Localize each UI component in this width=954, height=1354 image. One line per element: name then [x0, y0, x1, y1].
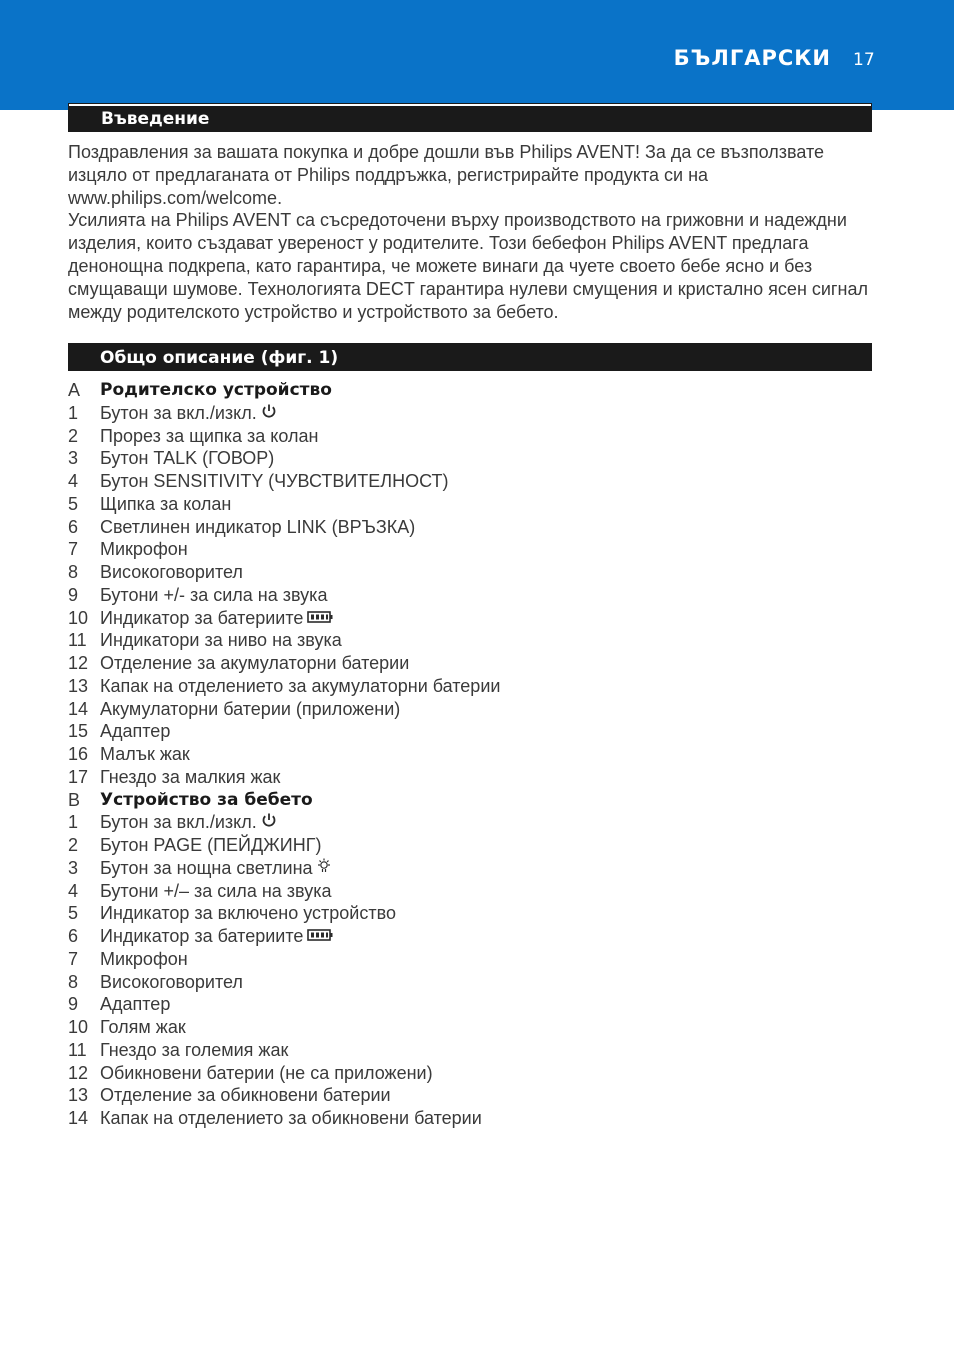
list-item [68, 1039, 878, 1062]
item-number: 10 [68, 1017, 89, 1037]
nightlight-icon [317, 857, 331, 880]
item-text: Индикатор за включено устройство [100, 903, 396, 924]
list-item [68, 1016, 878, 1039]
item-text: Малък жак [100, 744, 190, 764]
section-header-intro [68, 103, 872, 132]
item-number: 7 [68, 539, 79, 560]
item-text: Бутон SENSITIVITY (ЧУВСТВИТЕЛНОСТ) [100, 471, 449, 491]
intro-text [68, 141, 878, 323]
item-text: Капак на отделението за обикновени батерии [100, 1108, 482, 1128]
item-number: 6 [68, 516, 79, 537]
item-text: Бутон за вкл./изкл. [100, 812, 257, 833]
power-icon [261, 811, 277, 834]
list-item [68, 857, 878, 880]
item-text: Капак на отделението за акумулаторни батерии [100, 675, 501, 696]
item-text: Адаптер [100, 721, 171, 742]
intro-paragraph-1: Поздравления за вашата покупка и добре дошли във Philips AVENT! За да се възползвате изцяло от предлаганата от Philips поддръжка, регистрирайте продукта си на www.philips.com/welcome. [68, 142, 825, 208]
list-item [68, 720, 878, 743]
battery-icon [307, 607, 333, 630]
item-number: 6 [68, 926, 79, 946]
list-item [68, 902, 878, 925]
list-item [68, 1084, 878, 1107]
item-number: 3 [68, 448, 79, 469]
item-text: Голям жак [100, 1017, 186, 1037]
list-item [68, 834, 878, 857]
list-item [68, 971, 878, 994]
item-number: 17 [68, 766, 89, 787]
language-label: БЪЛГАРСКИ [673, 46, 831, 70]
item-number: 13 [68, 1085, 89, 1106]
list-item [68, 1062, 878, 1085]
list-item [68, 470, 878, 493]
list-item [68, 516, 878, 539]
power-icon [261, 402, 277, 425]
header-bar [0, 0, 954, 110]
group-heading [68, 789, 878, 812]
item-number: B [68, 789, 81, 810]
list-item [68, 698, 878, 721]
item-number: 8 [68, 562, 79, 582]
item-number: 14 [68, 1108, 89, 1128]
item-text: Високоговорител [100, 562, 243, 582]
item-text: Индикатор за батериите [100, 926, 304, 946]
item-number: 9 [68, 994, 79, 1015]
item-number: 13 [68, 675, 89, 696]
list-item [68, 675, 878, 698]
item-number: 12 [68, 653, 89, 673]
item-number: 4 [68, 880, 79, 901]
item-text: Обикновени батерии (не са приложени) [100, 1062, 433, 1083]
parts-list [68, 379, 878, 1130]
item-text: Бутон PAGE (ПЕЙДЖИНГ) [100, 835, 322, 855]
item-text: Отделение за акумулаторни батерии [100, 653, 410, 673]
item-number: 9 [68, 584, 79, 605]
item-number: 5 [68, 903, 79, 924]
item-number: 16 [68, 744, 89, 764]
item-text: Отделение за обикновени батерии [100, 1085, 391, 1106]
list-item [68, 811, 878, 834]
item-text: Микрофон [100, 948, 188, 969]
item-text: Високоговорител [100, 971, 243, 992]
item-text: Акумулаторни батерии (приложени) [100, 698, 401, 719]
list-item [68, 948, 878, 971]
section-title-general: Общо описание (фиг. 1) [100, 348, 339, 368]
list-item [68, 1107, 878, 1130]
list-item [68, 402, 878, 425]
item-number: 10 [68, 607, 89, 628]
list-item [68, 538, 878, 561]
item-text: Гнездо за малкия жак [100, 766, 281, 787]
list-item [68, 880, 878, 903]
list-item [68, 743, 878, 766]
list-item [68, 584, 878, 607]
list-item [68, 993, 878, 1016]
list-item [68, 652, 878, 675]
page-number: 17 [853, 50, 875, 70]
item-number: 11 [68, 1039, 87, 1060]
battery-icon [307, 925, 333, 948]
item-text: Родителско устройство [100, 380, 332, 400]
item-number: 3 [68, 857, 79, 878]
item-number: 5 [68, 493, 79, 514]
item-text: Гнездо за големия жак [100, 1039, 289, 1060]
item-text: Бутони +/– за сила на звука [100, 880, 332, 901]
item-number: 1 [68, 402, 79, 423]
section-title-intro: Въведение [101, 109, 210, 129]
list-item [68, 447, 878, 470]
item-number: 2 [68, 425, 79, 446]
list-item [68, 766, 878, 789]
item-text: Бутон за нощна светлина [100, 857, 313, 878]
item-text: Щипка за колан [100, 493, 232, 514]
list-item [68, 925, 878, 948]
item-text: Бутон TALK (ГОВОР) [100, 448, 275, 469]
list-item [68, 493, 878, 516]
item-text: Микрофон [100, 539, 188, 560]
list-item [68, 561, 878, 584]
section-header-general [68, 343, 872, 371]
list-item [68, 629, 878, 652]
item-text: Светлинен индикатор LINK (ВРЪЗКА) [100, 516, 416, 537]
item-number: 14 [68, 698, 89, 719]
item-number: 1 [68, 812, 79, 833]
item-number: 7 [68, 948, 79, 969]
intro-paragraph-2: Усилията на Philips AVENT са съсредоточени върху производството на грижовни и надеждни изделия, които създават увереност у родителите. Този бебефон Philips AVENT предлага денонощна подкрепа, като гарантира, че можете винаги да чуете своето бебе ясно и без смущаващи шумове. Технологията DECT гарантира нулеви смущения и кристално ясен сигнал между родителското устройство и устройството за бебето. [68, 210, 868, 322]
item-number: 12 [68, 1062, 89, 1083]
item-text: Бутон за вкл./изкл. [100, 402, 257, 423]
list-item [68, 425, 878, 448]
group-heading [68, 379, 878, 402]
item-text: Индикатори за ниво на звука [100, 630, 342, 651]
list-item [68, 607, 878, 630]
item-text: Бутони +/- за сила на звука [100, 584, 328, 605]
item-number: 4 [68, 471, 79, 491]
item-text: Адаптер [100, 994, 171, 1015]
item-number: 8 [68, 971, 79, 992]
item-number: 2 [68, 835, 79, 855]
item-number: A [68, 380, 81, 400]
item-number: 15 [68, 721, 89, 742]
item-text: Устройство за бебето [100, 789, 313, 810]
item-number: 11 [68, 630, 87, 651]
item-text: Индикатор за батериите [100, 607, 304, 628]
item-text: Прорез за щипка за колан [100, 425, 319, 446]
